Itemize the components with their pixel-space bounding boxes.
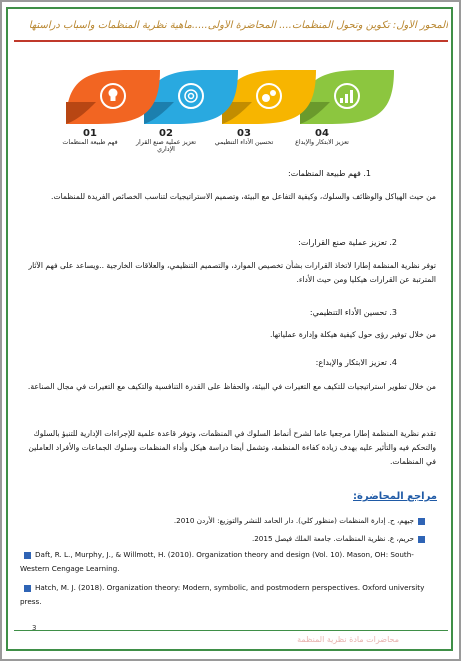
section-4-heading: 4. تعزيز الابتكار والإبداع: [315,358,397,367]
book-icon [418,536,425,543]
step-04-caption [292,128,352,146]
step-02-caption [136,128,196,153]
section-2-body: توفر نظرية المنظمة إطارا لاتخاذ القرارات بشأن تخصيص الموارد، والتصميم التنظيمي، والعلاقات الخارجية ..ويساعد على فهم الآثار المترتبة عن القرارات هيكليا ومن حيث الأداء. [28,261,436,284]
step-01-label: فهم طبيعة المنظمات [62,139,118,146]
step-02-label: تعزيز عملية صنع القرار الإداري [136,139,196,153]
reference-item [20,548,432,576]
step-01-number: 01 [83,128,97,139]
step-02-number: 02 [159,128,173,139]
reference-text: Daft, R. L., Murphy, J., & Willmott, H. (2010). Organization theory and design (Vol. 10). Mason, OH: South-Western Cengage Learning. [20,550,414,573]
step-01-caption [60,128,120,146]
section-3-body: من خلال توفير رؤى حول كيفية هيكلة وإدارة عملياتها. [270,330,436,339]
header-divider [14,40,448,42]
reference-item [69,514,429,528]
section-4-body: من خلال تطوير استراتيجيات للتكيف مع التغيرات في البيئة، والحفاظ على القدرة التنافسية والتكيف مع التغيرات في مجال الصناعة. [27,382,436,391]
step-04-number: 04 [315,128,329,139]
infographic-shapes [62,62,402,132]
step-03-caption [214,128,274,146]
reference-text: جيهم، ح. إدارة المنظمات (منظور كلي). دار الحامد للنشر والتوزيع: الأردن 2010. [173,516,414,525]
page-number: 3 [32,624,37,632]
references-title: مراجع المحاضرة: [353,491,437,502]
section-1-body: من حيث الهياكل والوظائف والسلوك، وكيفية التفاعل مع البيئة، وتصميم الاستراتيجيات لتناسب الخصائص الفريدة للمنظمات. [51,192,436,201]
step-03-number: 03 [237,128,251,139]
book-icon [24,585,31,592]
page-header: المحور الأول: تكوين وتحول المنظمات.... المحاضرة الأولى.....ماهية نظرية المنظمات وأسباب دراستها [28,20,448,31]
step-04-label: تعزيز الابتكار والإبداع [295,139,349,146]
section-1-heading: 1. فهم طبيعة المنظمات: [288,169,371,178]
reference-text: حريم، ع. نظرية المنظمات. جامعة الملك فيصل 2015. [251,534,414,543]
infographic [62,62,402,162]
reference-item [20,581,432,609]
reference-item [69,532,429,546]
footer-divider [14,630,448,631]
step-03-label: تحسين الأداء التنظيمي [214,139,274,146]
summary-paragraph: تقدم نظرية المنظمة إطارا مرجعيا عاما لشرح أنماط السلوك في المنظمات، وتوفر قاعدة علمية للإجراءات الإدارية للتنبؤ بالسلوك والتحكم فيه والتأثير عليه بهدف زيادة كفاءة المنظمة، وتشمل أيضا دراسة هيكل وأداء المنظمات وسلوك الجماعات والأفراد العاملين في المنظمات. [28,429,436,466]
reference-text: Hatch, M. J. (2018). Organization theory: Modern, symbolic, and postmodern perspectives. Oxford university press. [20,583,425,606]
page-footer: محاضرات مادة نظرية المنظمة [297,635,399,644]
book-icon [24,552,31,559]
book-icon [418,518,425,525]
section-3-heading: 3. تحسين الأداء التنظيمي: [309,308,397,317]
document-page [2,2,459,659]
section-2-heading: 2. تعزيز عملية صنع القرارات: [298,238,397,247]
